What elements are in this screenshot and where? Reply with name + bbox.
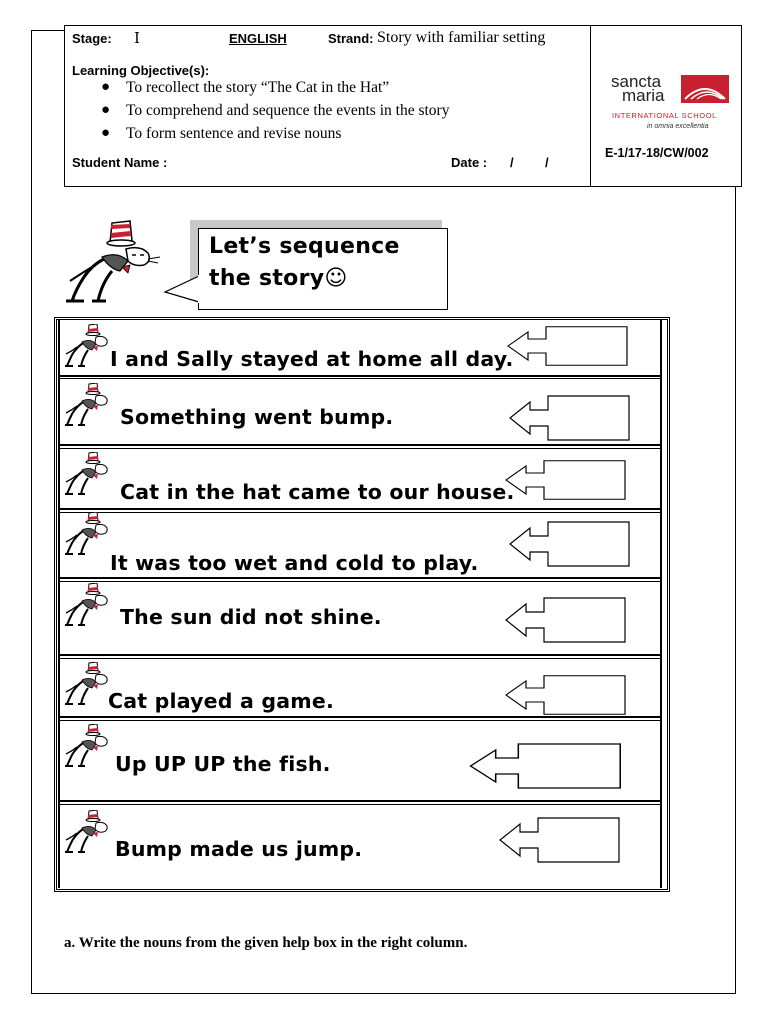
bullet-icon: ● — [101, 102, 111, 118]
stage-label: Stage: — [72, 31, 112, 46]
objective-item: ● To recollect the story “The Cat in the Hat” — [101, 79, 390, 96]
row-divider — [60, 654, 660, 656]
row-divider — [60, 804, 660, 805]
row-divider — [60, 720, 660, 721]
header-logo-cell — [591, 26, 741, 186]
answer-arrow-box[interactable] — [508, 394, 632, 442]
row-divider — [60, 448, 660, 449]
cat-icon — [64, 324, 112, 368]
cat-icon — [64, 452, 112, 496]
worksheet-header — [64, 25, 742, 187]
header-info — [65, 26, 591, 186]
sequence-sentence: Cat in the hat came to our house. — [120, 480, 515, 504]
bullet-icon: ● — [101, 79, 111, 95]
callout-tail-icon — [163, 272, 203, 304]
cat-icon — [64, 512, 112, 556]
logo-emblem-icon — [681, 75, 729, 103]
date-separator: / — [510, 155, 514, 170]
header-top-row — [72, 29, 587, 49]
row-divider — [60, 658, 660, 659]
callout-bubble — [198, 228, 448, 310]
callout-text: Let’s sequence the story☺ — [209, 234, 400, 291]
sequence-sentence: The sun did not shine. — [120, 605, 382, 629]
cat-icon — [64, 383, 112, 427]
answer-arrow-box[interactable] — [506, 325, 630, 367]
answer-arrow-box[interactable] — [508, 520, 632, 568]
strand-label: Strand: — [328, 31, 374, 46]
row-divider — [60, 800, 660, 802]
cat-icon — [64, 810, 112, 854]
row-divider — [60, 378, 660, 379]
answer-arrow-box[interactable] — [504, 596, 628, 644]
row-divider — [60, 508, 660, 510]
subject-title: ENGLISH — [229, 31, 287, 46]
answer-arrow-box[interactable] — [468, 742, 624, 790]
sequence-frame-left-rule — [58, 320, 60, 888]
document-code: E-1/17-18/CW/002 — [605, 146, 709, 160]
answer-arrow-box[interactable] — [504, 674, 628, 716]
school-logo: sancta maria INTERNATIONAL SCHOOL in omnia excellentia — [611, 74, 731, 134]
sequence-sentence: Cat played a game. — [108, 689, 334, 713]
objectives-title: Learning Objective(s): — [72, 63, 210, 78]
objective-item: ● To form sentence and revise nouns — [101, 125, 342, 142]
objective-item: ● To comprehend and sequence the events in the story — [101, 102, 450, 119]
row-divider — [60, 581, 660, 582]
sequence-sentence: It was too wet and cold to play. — [110, 551, 479, 575]
cat-in-hat-illustration-icon — [62, 215, 167, 305]
row-divider — [60, 444, 660, 446]
strand-value: Story with familiar setting — [377, 29, 546, 46]
student-name-label: Student Name : — [72, 155, 168, 170]
row-divider — [60, 716, 660, 718]
row-divider — [60, 375, 660, 377]
sequence-sentence: Up UP UP the fish. — [115, 752, 331, 776]
stage-value: I — [134, 29, 140, 47]
sequence-sentence: Bump made us jump. — [115, 837, 363, 861]
row-divider — [60, 512, 660, 513]
answer-arrow-box[interactable] — [504, 459, 628, 501]
objectives-list — [101, 78, 449, 147]
date-separator: / — [545, 155, 549, 170]
sequence-sentence: I and Sally stayed at home all day. — [110, 347, 514, 371]
cat-icon — [64, 662, 112, 706]
date-label: Date : — [451, 155, 488, 170]
sequence-sentence: Something went bump. — [120, 405, 394, 429]
cat-icon — [64, 583, 112, 627]
answer-arrow-box[interactable] — [498, 816, 622, 864]
instruction-text: a. Write the nouns from the given help box in the right column. — [64, 935, 468, 951]
bullet-icon: ● — [101, 125, 111, 141]
sequence-frame-right-rule — [660, 320, 662, 888]
row-divider — [60, 577, 660, 579]
cat-icon — [64, 724, 112, 768]
